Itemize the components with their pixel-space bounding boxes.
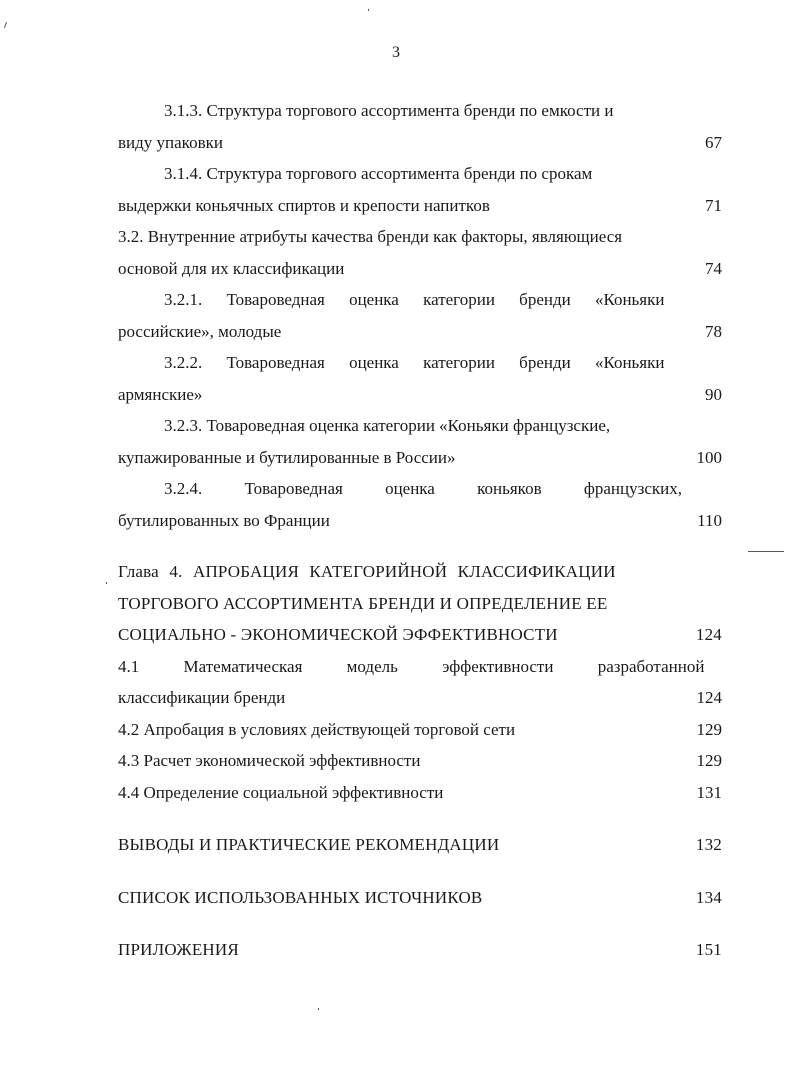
toc-entry-line: 3.1.4. Структура торгового ассортимента бренди по срокам bbox=[164, 164, 593, 183]
toc-page-ref: 131 bbox=[696, 782, 722, 802]
toc-entry-line: ВЫВОДЫ И ПРАКТИЧЕСКИЕ РЕКОМЕНДАЦИИ bbox=[118, 835, 500, 854]
toc-chapter-entry bbox=[118, 556, 722, 651]
toc-entry-line: 3.1.3. Структура торгового ассортимента бренди по емкости и bbox=[164, 101, 614, 120]
toc-entry-line: 3.2.3. Товароведная оценка категории «Коньяки французские, bbox=[164, 416, 611, 435]
toc-entry-line: 4.2 Апробация в условиях действующей торговой сети bbox=[118, 719, 516, 739]
toc-entry-line: 4.3 Расчет экономической эффективности bbox=[118, 751, 421, 770]
toc-entry-line: купажированные и бутилированные в России» bbox=[118, 447, 456, 467]
toc-entry bbox=[118, 714, 722, 746]
toc-entry bbox=[118, 745, 722, 777]
toc-entry bbox=[118, 347, 722, 410]
toc-entry-line: 4.1 Математическая модель эффективности разработанной bbox=[118, 656, 705, 676]
toc-entry bbox=[118, 284, 722, 347]
toc-entry-line: 3.2.1. Товароведная оценка категории бренди «Коньяки bbox=[164, 290, 665, 309]
toc-section-entry bbox=[118, 882, 722, 914]
toc-entry-line: 3.2. Внутренние атрибуты качества бренди как факторы, являющиеся bbox=[118, 227, 623, 246]
toc-entry-line: армянские» bbox=[118, 384, 203, 404]
toc-page-ref: 100 bbox=[696, 447, 722, 467]
toc-section-entry bbox=[118, 934, 722, 966]
scan-artifact bbox=[4, 22, 7, 28]
toc-entry bbox=[118, 95, 722, 158]
toc-entry-line: классификации бренди bbox=[118, 688, 286, 707]
toc-entry bbox=[118, 473, 722, 536]
toc-page-ref: 67 bbox=[705, 132, 722, 152]
toc-page-ref: 151 bbox=[695, 940, 722, 959]
toc-entry-line: ПРИЛОЖЕНИЯ bbox=[118, 940, 239, 959]
toc-entry-line: бутилированных во Франции bbox=[118, 510, 330, 530]
toc-page-ref: 110 bbox=[697, 510, 722, 530]
toc-entry-line: СПИСОК ИСПОЛЬЗОВАННЫХ ИСТОЧНИКОВ bbox=[118, 887, 483, 907]
toc-entry-line: 4.4 Определение социальной эффективности bbox=[118, 782, 444, 802]
toc-entry-line: российские», молодые bbox=[118, 321, 282, 341]
toc-entry-line: 3.2.2. Товароведная оценка категории бренди «Коньяки bbox=[164, 353, 665, 372]
toc-page-ref: 90 bbox=[705, 384, 722, 404]
toc-entry-line: виду упаковки bbox=[118, 132, 223, 152]
toc-entry bbox=[118, 221, 722, 284]
toc-page-ref: 74 bbox=[705, 258, 722, 278]
toc-entry bbox=[118, 410, 722, 473]
toc-section-entry bbox=[118, 829, 722, 861]
toc-entry-line: СОЦИАЛЬНО - ЭКОНОМИЧЕСКОЙ ЭФФЕКТИВНОСТИ bbox=[118, 625, 558, 644]
toc-page-ref: 78 bbox=[705, 321, 722, 341]
toc-entry bbox=[118, 777, 722, 809]
toc-entry-line: основой для их классификации bbox=[118, 258, 345, 278]
toc-page-ref: 129 bbox=[696, 719, 722, 739]
scan-artifact bbox=[748, 551, 784, 552]
scan-artifact bbox=[106, 582, 107, 584]
toc-entry bbox=[118, 651, 722, 714]
toc-page-ref: 124 bbox=[695, 625, 722, 644]
toc-entry-line: ТОРГОВОГО АССОРТИМЕНТА БРЕНДИ И ОПРЕДЕЛЕНИЕ ЕЕ bbox=[118, 593, 608, 613]
toc-entry bbox=[118, 158, 722, 221]
table-of-contents bbox=[118, 95, 722, 966]
toc-entry-line: 3.2.4. Товароведная оценка коньяков французских, bbox=[164, 479, 682, 498]
toc-page-ref: 124 bbox=[696, 688, 722, 707]
scan-artifact bbox=[368, 9, 369, 11]
toc-entry-line: Глава 4. АПРОБАЦИЯ КАТЕГОРИЙНОЙ КЛАССИФИКАЦИИ bbox=[118, 562, 616, 581]
toc-page-ref: 132 bbox=[695, 835, 722, 854]
toc-page-ref: 134 bbox=[695, 887, 722, 907]
toc-page-ref: 129 bbox=[696, 751, 722, 770]
toc-entry-line: выдержки коньячных спиртов и крепости напитков bbox=[118, 195, 490, 215]
toc-page-ref: 71 bbox=[705, 195, 722, 215]
scan-artifact bbox=[318, 1008, 319, 1010]
page-number: 3 bbox=[392, 44, 400, 61]
